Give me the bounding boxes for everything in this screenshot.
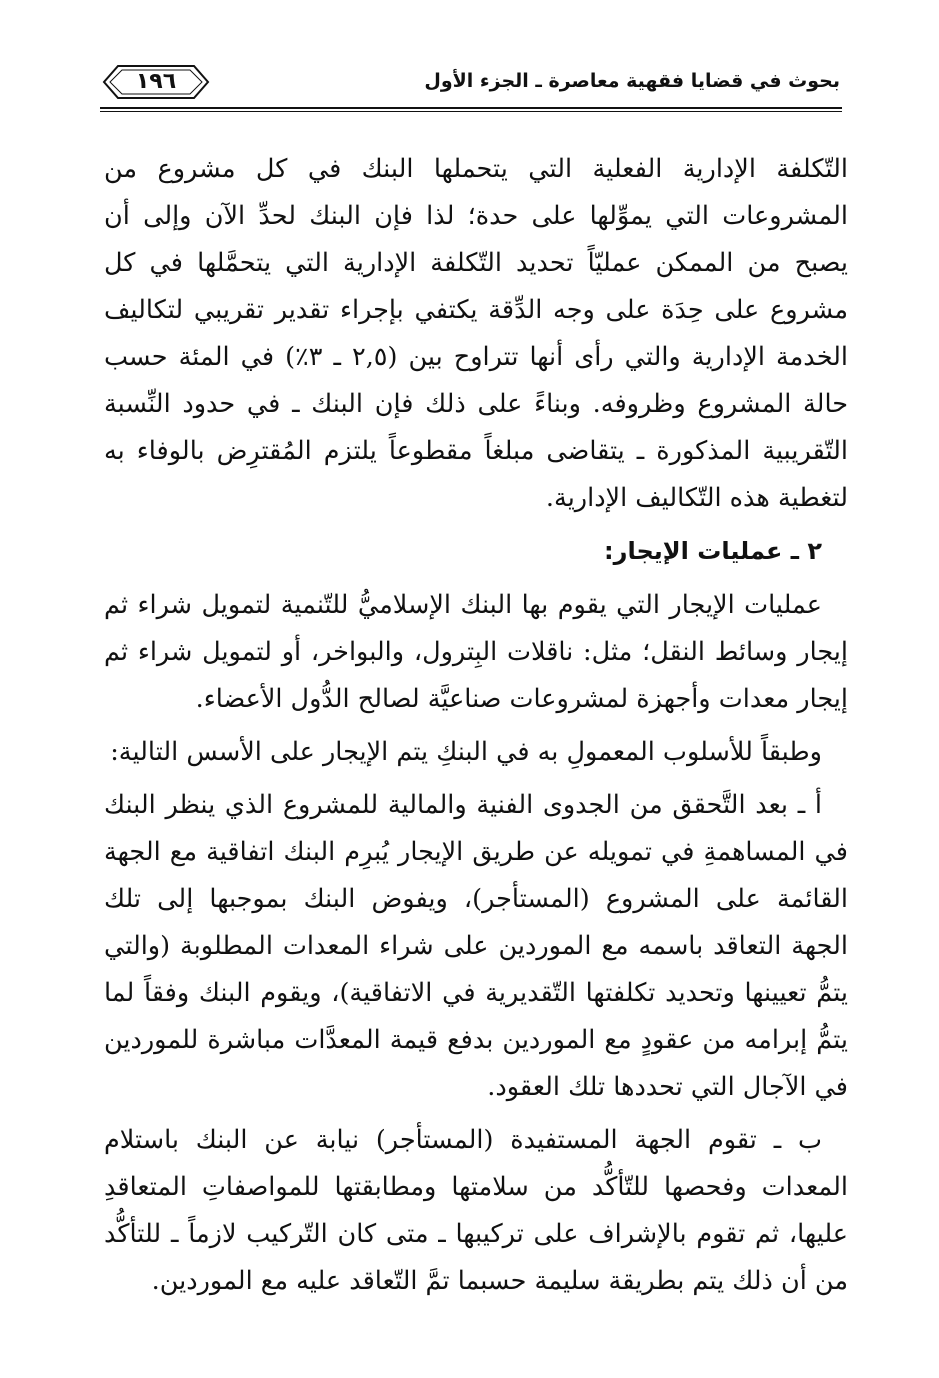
book-title: بحوث في قضايا فقهية معاصرة ـ الجزء الأول — [424, 70, 840, 92]
running-header — [100, 58, 840, 106]
body-text — [104, 146, 848, 1311]
page-number-badge — [100, 62, 212, 102]
paragraph-item-a: أ ـ بعد التَّحقق من الجدوى الفنية والمالية للمشروع الذي ينظر البنك في المساهمةِ في تمويله عن طريق الإيجار يُبرِم البنك اتفاقية مع الجهة القائمة على المشروع (المستأجر)، ويفوض البنك بموجبها إلى تلك الجهة التعاقد باسمه مع الموردين على شراء المعدات المطلوبة (والتي يتمُّ تعيينها وتحديد تكلفتها التّقديرية في الاتفاقية)، ويقوم البنك وفقاً لما يتمُّ إبرامه من عقودٍ مع الموردين بدفع قيمة المعدَّات مباشرة للموردين في الآجال التي تحددها تلك العقود. — [104, 790, 848, 1102]
paragraph-item-b: ب ـ تقوم الجهة المستفيدة (المستأجر) نيابة عن البنك باستلام المعدات وفحصها للتّأكُّد من سلامتها ومطابقتها للمواصفاتِ المتعاقدِ عليها، ثم تقوم بالإشراف على تركيبها ـ متى كان التّركيب لازماً ـ للتأكُّد من أن ذلك يتم بطريقة سليمة حسبما تمَّ التّعاقد عليه مع الموردين. — [104, 1125, 848, 1296]
paragraph-admin-cost: التّكلفة الإدارية الفعلية التي يتحملها البنك في كل مشروع من المشروعات التي يموِّلها على حدة؛ لذا فإن البنك لحدِّ الآن وإلى أن يصبح من الممكن عمليّاً تحديد التّكلفة الإدارية التي يتحمَّلها في كل مشروع على حِدَة على وجه الدِّقة يكتفي بإجراء تقدير تقريبي لتكاليف الخدمة الإدارية والتي رأى أنها تتراوح بين (٢,٥ ـ ٣٪) في المئة حسب حالة المشروع وظروفه. وبناءً على ذلك فإن البنك ـ في حدود النِّسبة التّقريبية المذكورة ـ يتقاضى مبلغاً مقطوعاً يلتزم المُقترِض بالوفاء به لتغطية هذه التّكاليف الإدارية. — [104, 154, 849, 513]
header-divider-thin — [100, 111, 842, 112]
paragraph-leasing-operations: عمليات الإيجار التي يقوم بها البنك الإسلاميُّ للتّنمية لتمويل شراء ثم إيجار وسائط النقل؛ مثل: ناقلات البِترول، والبواخر، أو لتمويل شراء ثم إيجار معدات وأجهزة لمشروعات صناعيَّة لصالح الدُّول الأعضاء. — [104, 590, 848, 714]
page-number: ١٩٦ — [135, 69, 177, 94]
section-heading-leasing: ٢ ـ عمليات الإيجار: — [604, 537, 822, 565]
paragraph-leasing-basis: وطبقاً للأسلوب المعمولِ به في البنكِ يتم الإيجار على الأسس التالية: — [110, 737, 822, 767]
header-divider — [100, 107, 842, 109]
